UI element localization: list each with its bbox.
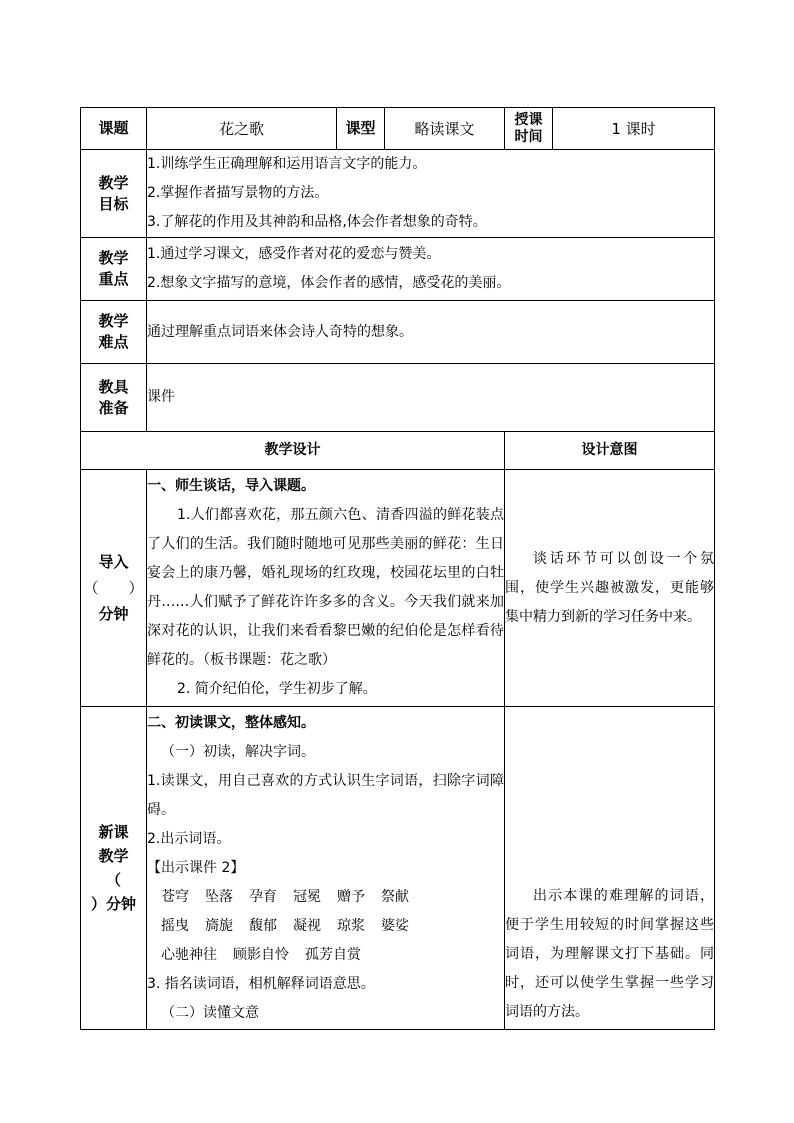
header-row bbox=[81, 108, 715, 150]
intro-paragraph: 1.人们都喜欢花，那五颜六色、清香四溢的鲜花装点了人们的生活。我们随时随地可见那些美丽的鲜花：生日宴会上的康乃馨，婚礼现场的红玫瑰，校园花坛里的白牡丹……人们赋予了鲜花许许多多的含义。今天我们就来加深对花的认识，让我们来看看黎巴嫩的纪伯伦是怎样看待鲜花的。（板书课题：花之歌） bbox=[147, 507, 504, 668]
goal-item: 3.了解花的作用及其神韵和品格,体会作者想象的奇特。 bbox=[147, 214, 487, 230]
lesson-plan-table bbox=[80, 107, 715, 1030]
key-point-item: 1.通过学习课文，感受作者对花的爱恋与赞美。 bbox=[147, 246, 441, 262]
intro-paragraph: 2. 简介纪伯伦，学生初步了解。 bbox=[177, 681, 377, 697]
word: 坠落 bbox=[205, 888, 233, 905]
goals-content bbox=[147, 150, 715, 238]
time-value: 1 课时 bbox=[553, 108, 715, 150]
new-lesson-row bbox=[81, 707, 715, 1030]
word: 赠予 bbox=[337, 888, 365, 905]
type-value: 略读课文 bbox=[385, 108, 505, 150]
design-header-row bbox=[81, 432, 715, 470]
time-label: 授课时间 bbox=[514, 111, 543, 145]
difficulties-text: 通过理解重点词语来体会诗人奇特的想象。 bbox=[147, 301, 715, 364]
difficulties-label: 教学难点 bbox=[98, 312, 129, 351]
step-text: 1.读课文，用自己喜欢的方式认识生字词语，扫除字词障碍。 bbox=[147, 772, 504, 818]
new-lesson-content bbox=[147, 707, 505, 1030]
words-row bbox=[147, 883, 504, 912]
materials-text: 课件 bbox=[147, 364, 715, 432]
materials-label: 教具准备 bbox=[98, 377, 129, 417]
difficulties-row bbox=[81, 301, 715, 364]
word: 孤芳自赏 bbox=[305, 946, 361, 963]
intro-intent: 谈话环节可以创设一个氛围，使学生兴趣被激发，更能够集中精力到新的学习任务中来。 bbox=[505, 470, 715, 707]
sub-heading: （一）初读，解决字词。 bbox=[161, 743, 315, 760]
word: 琼浆 bbox=[337, 917, 365, 934]
key-points-label: 教学重点 bbox=[98, 249, 129, 288]
goal-item: 1.训练学生正确理解和运用语言文字的能力。 bbox=[147, 156, 427, 172]
topic-label: 课题 bbox=[81, 108, 147, 150]
goals-row bbox=[81, 150, 715, 238]
intro-heading: 一、师生谈话，导入课题。 bbox=[147, 478, 315, 494]
key-points-row bbox=[81, 238, 715, 301]
topic-value: 花之歌 bbox=[147, 108, 337, 150]
key-point-item: 2.想象文字描写的意境，体会作者的感情，感受花的美丽。 bbox=[147, 275, 511, 291]
new-lesson-label: 新课 教学 （ ）分钟 bbox=[81, 707, 147, 1030]
word: 冠冕 bbox=[293, 888, 321, 905]
word: 祭献 bbox=[381, 888, 409, 905]
key-points-content bbox=[147, 238, 715, 301]
courseware-label: 【出示课件 2】 bbox=[147, 859, 245, 876]
word: 旖旎 bbox=[205, 917, 233, 934]
step-text: 3. 指名读词语，相机解释词语意思。 bbox=[147, 975, 375, 992]
new-lesson-intent: 出示本课的难理解的词语，便于学生用较短的时间掌握这些词语，为理解课文打下基础。同时，还可以使学生掌握一些学习词语的方法。 bbox=[505, 707, 715, 1030]
intro-label: 导入 （ ） 分钟 bbox=[81, 470, 147, 707]
materials-row bbox=[81, 364, 715, 432]
word: 摇曳 bbox=[161, 917, 189, 934]
goal-item: 2.掌握作者描写景物的方法。 bbox=[147, 185, 329, 201]
word: 心驰神往 bbox=[161, 946, 217, 963]
word: 婆娑 bbox=[381, 917, 409, 934]
sub-heading: （二）读懂文意 bbox=[161, 1004, 259, 1021]
word: 馥郁 bbox=[249, 917, 277, 934]
word: 凝视 bbox=[293, 917, 321, 934]
goals-label: 教学目标 bbox=[98, 173, 129, 213]
intro-content bbox=[147, 470, 505, 707]
words-row bbox=[147, 941, 504, 970]
type-label: 课型 bbox=[337, 108, 385, 150]
words-row bbox=[147, 912, 504, 941]
word: 苍穹 bbox=[161, 888, 189, 905]
step-text: 2.出示词语。 bbox=[147, 830, 231, 847]
new-lesson-heading: 二、初读课文，整体感知。 bbox=[147, 714, 315, 731]
intent-heading: 设计意图 bbox=[505, 432, 715, 470]
intro-row bbox=[81, 470, 715, 707]
word: 顾影自怜 bbox=[233, 946, 289, 963]
design-heading: 教学设计 bbox=[81, 432, 505, 470]
word: 孕育 bbox=[249, 888, 277, 905]
